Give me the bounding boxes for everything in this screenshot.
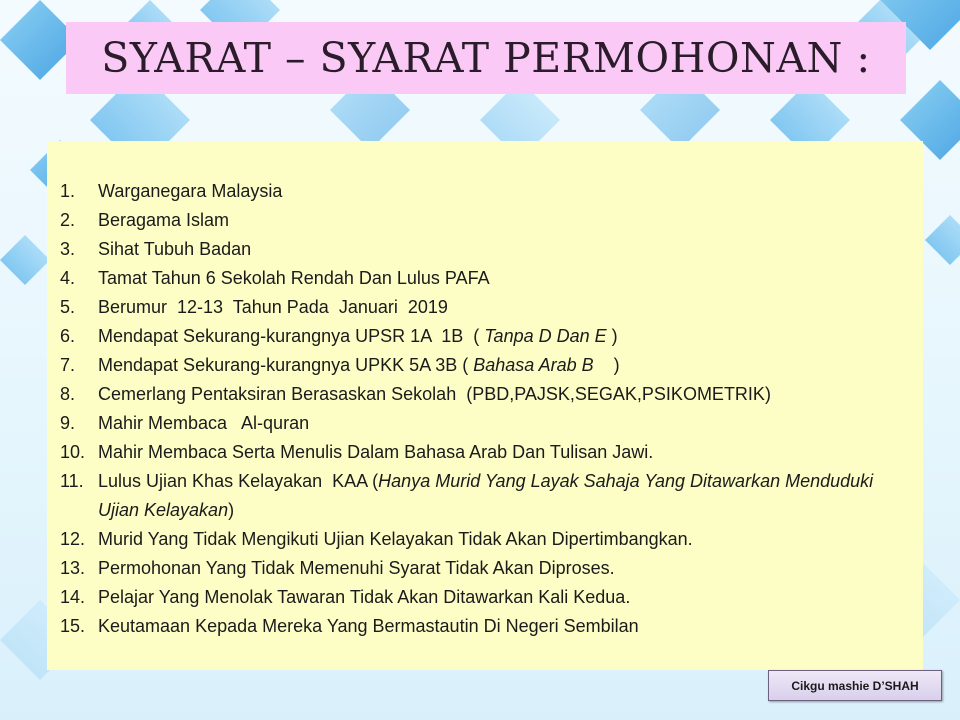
- requirement-text-segment: Beragama Islam: [98, 210, 230, 230]
- requirement-item: [60, 583, 916, 612]
- requirements-list: [60, 177, 916, 641]
- requirement-text: [98, 322, 916, 351]
- requirement-text-segment: Mendapat Sekurang-kurangnya UPKK 5A 3B (: [98, 355, 474, 375]
- requirement-text-italic: Bahasa Arab B: [473, 355, 594, 375]
- requirement-text-italic: Hanya Murid Yang Layak Sahaja Yang Ditawarkan Menduduki Ujian Kelayakan: [98, 471, 879, 520]
- requirement-number: 14.: [60, 587, 86, 607]
- requirement-item: [60, 293, 916, 322]
- requirement-number: 9.: [60, 413, 76, 433]
- requirement-number: 7.: [60, 355, 76, 375]
- requirements-panel: [47, 141, 923, 670]
- requirement-text-segment: ): [593, 355, 620, 375]
- requirement-text: [98, 235, 916, 264]
- requirement-number: 4.: [60, 268, 76, 288]
- requirement-text-segment: Mahir Membaca Al-quran: [98, 413, 310, 433]
- requirement-text-segment: Mendapat Sekurang-kurangnya UPSR 1A 1B (: [98, 326, 485, 346]
- requirement-item: [60, 525, 916, 554]
- requirement-number: 5.: [60, 297, 76, 317]
- requirement-text-italic: Tanpa D Dan E: [484, 326, 607, 346]
- requirement-text-segment: ): [228, 500, 235, 520]
- requirement-text-segment: Mahir Membaca Serta Menulis Dalam Bahasa Arab Dan Tulisan Jawi.: [98, 442, 654, 462]
- requirement-text: [98, 467, 916, 525]
- requirement-item: [60, 235, 916, 264]
- requirement-text-segment: Pelajar Yang Menolak Tawaran Tidak Akan Ditawarkan Kali Kedua.: [98, 587, 631, 607]
- requirement-text: [98, 351, 916, 380]
- requirement-item: [60, 351, 916, 380]
- requirement-text: [98, 438, 916, 467]
- requirement-text-segment: Sihat Tubuh Badan: [98, 239, 252, 259]
- requirement-text: [98, 409, 916, 438]
- requirement-number: 15.: [60, 616, 86, 636]
- credit-button[interactable]: Cikgu mashie D’SHAH: [768, 670, 942, 701]
- requirement-item: [60, 206, 916, 235]
- requirement-text: [98, 612, 916, 641]
- requirement-number: 6.: [60, 326, 76, 346]
- requirement-text: [98, 177, 916, 206]
- requirement-text: [98, 264, 916, 293]
- requirement-number: 1.: [60, 181, 76, 201]
- requirement-item: [60, 322, 916, 351]
- requirement-item: [60, 409, 916, 438]
- requirement-number: 8.: [60, 384, 76, 404]
- requirement-text-segment: Lulus Ujian Khas Kelayakan KAA (: [98, 471, 379, 491]
- requirement-item: [60, 177, 916, 206]
- requirement-number: 13.: [60, 558, 86, 578]
- requirement-text: [98, 293, 916, 322]
- requirement-text-segment: Cemerlang Pentaksiran Berasaskan Sekolah (PBD,PAJSK,SEGAK,PSIKOMETRIK): [98, 384, 771, 404]
- requirement-number: 12.: [60, 529, 86, 549]
- requirement-item: [60, 467, 916, 525]
- requirement-text: [98, 583, 916, 612]
- requirement-text-segment: Permohonan Yang Tidak Memenuhi Syarat Tidak Akan Diproses.: [98, 558, 615, 578]
- requirement-item: [60, 554, 916, 583]
- requirement-text-segment: Berumur 12-13 Tahun Pada Januari 2019: [98, 297, 448, 317]
- requirement-text: [98, 206, 916, 235]
- requirement-item: [60, 612, 916, 641]
- requirement-text-segment: Warganegara Malaysia: [98, 181, 283, 201]
- requirement-text: [98, 525, 916, 554]
- requirement-number: 3.: [60, 239, 76, 259]
- requirement-number: 10.: [60, 442, 86, 462]
- requirement-text: [98, 380, 916, 409]
- requirement-text-segment: Tamat Tahun 6 Sekolah Rendah Dan Lulus PAFA: [98, 268, 490, 288]
- requirement-text-segment: ): [606, 326, 618, 346]
- requirement-text-segment: Keutamaan Kepada Mereka Yang Bermastautin Di Negeri Sembilan: [98, 616, 639, 636]
- requirement-text-segment: Murid Yang Tidak Mengikuti Ujian Kelayakan Tidak Akan Dipertimbangkan.: [98, 529, 693, 549]
- requirement-number: 11.: [60, 471, 84, 491]
- requirement-item: [60, 438, 916, 467]
- requirement-item: [60, 264, 916, 293]
- requirement-item: [60, 380, 916, 409]
- title-banner: [66, 22, 906, 94]
- requirement-number: 2.: [60, 210, 76, 230]
- page-title: SYARAT – SYARAT PERMOHONAN :: [101, 34, 871, 82]
- requirement-text: [98, 554, 916, 583]
